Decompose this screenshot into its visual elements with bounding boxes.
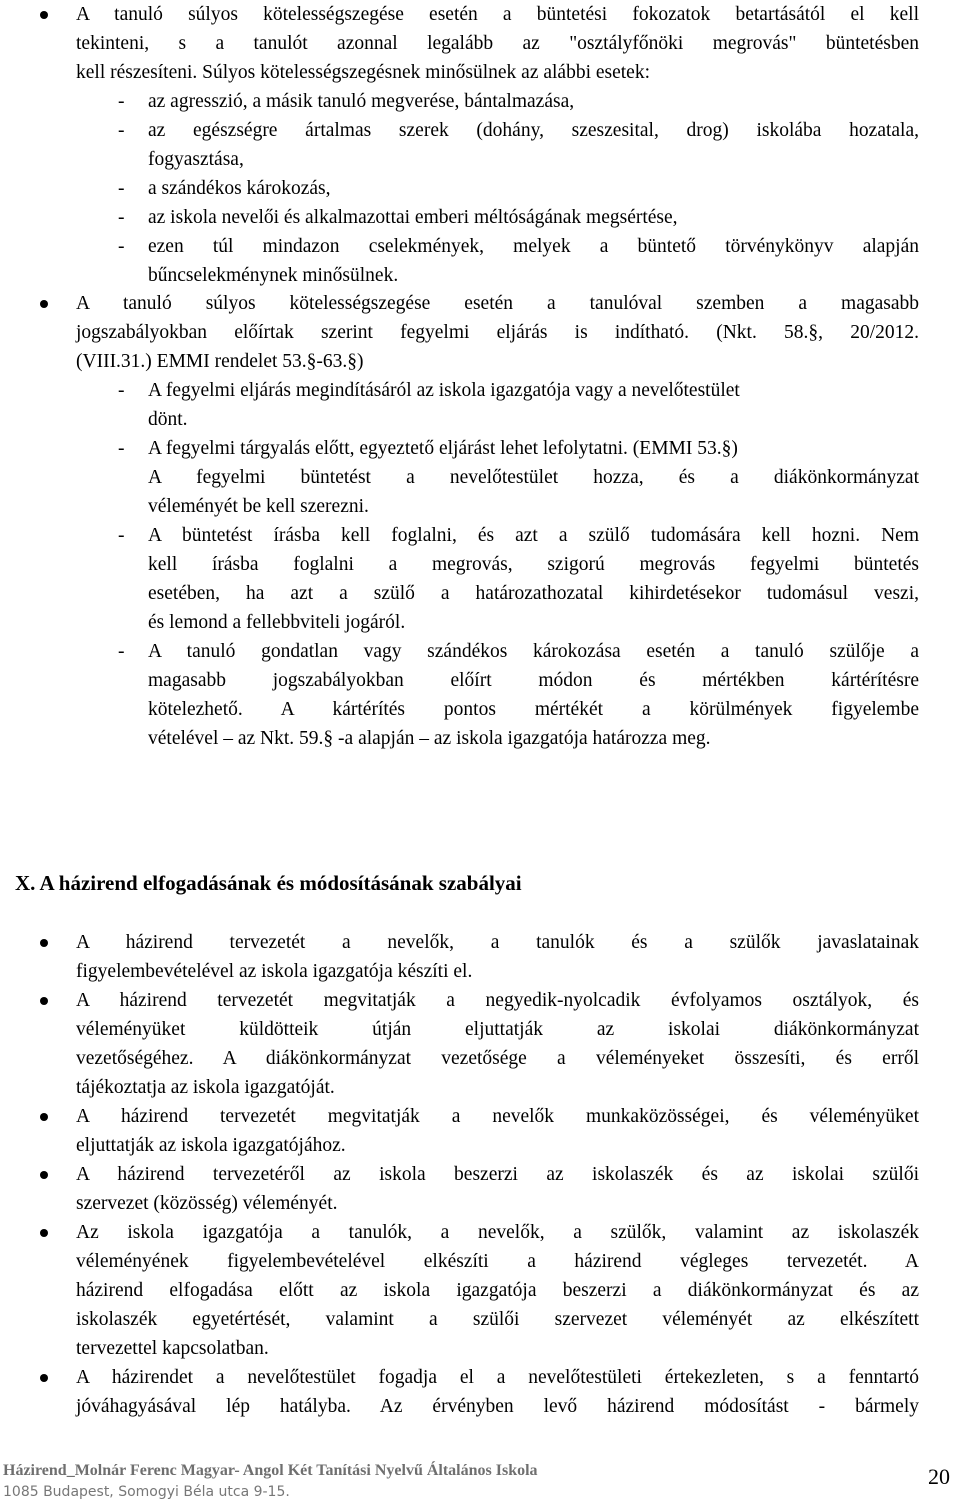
paragraph-line: A tanuló súlyos kötelességszegése esetén a tanulóval szemben a magasabb: [76, 293, 919, 314]
paragraph-line: A házirend tervezetét a nevelők, a tanulók és a szülők javaslatainak: [76, 932, 919, 953]
list-item: ezen túl mindazon cselekmények, melyek a büntető törvénykönyv alapján: [148, 236, 919, 257]
list-item: fogyasztása,: [148, 149, 244, 170]
dash-marker: -: [118, 641, 125, 662]
list-item: az agresszió, a másik tanuló megverése, bántalmazása,: [148, 91, 575, 112]
page-number: 20: [928, 1464, 950, 1489]
list-item: A fegyelmi büntetést a nevelőtestület hozza, és a diákönkormányzat: [148, 467, 919, 488]
paragraph-line: véleményének figyelembevételével elkészíti a házirend végleges tervezetét. A: [76, 1251, 919, 1272]
list-item: a szándékos károkozás,: [148, 178, 331, 199]
list-item: dönt.: [148, 409, 188, 430]
list-item: véleményét be kell szerezni.: [148, 496, 369, 517]
paragraph-line: tervezettel kapcsolatban.: [76, 1338, 269, 1359]
list-item: vételével – az Nkt. 59.§ -a alapján – az iskola igazgatója határozza meg.: [148, 728, 711, 749]
paragraph-line: tájékoztatja az iskola igazgatóját.: [76, 1077, 335, 1098]
bullet-icon: [40, 1113, 48, 1121]
bullet-icon: [40, 300, 48, 308]
paragraph-line: A házirend tervezetét megvitatják a nevelők munkaközösségei, és véleményüket: [76, 1106, 919, 1127]
bullet-icon: [40, 1171, 48, 1179]
dash-marker: -: [118, 525, 125, 546]
bullet-icon: [40, 1229, 48, 1237]
list-item: A fegyelmi tárgyalás előtt, egyeztető eljárást lehet lefolytatni. (EMMI 53.§): [148, 438, 738, 459]
paragraph-line: tekinteni, s a tanulót azonnal legalább az "osztályfőnöki megrovás" büntetésben: [76, 33, 919, 54]
list-item: magasabb jogszabályokban előírt módon és mértékben kártérítésre: [148, 670, 919, 691]
list-item: bűncselekménynek minősülnek.: [148, 265, 399, 286]
paragraph-line: A házirend tervezetéről az iskola beszerzi az iskolaszék és az iskolai szülői: [76, 1164, 919, 1185]
paragraph-line: házirend elfogadása előtt az iskola igazgatója beszerzi a diákönkormányzat és az: [76, 1280, 919, 1301]
paragraph-line: kell részesíteni. Súlyos kötelességszegésnek minősülnek az alábbi esetek:: [76, 62, 651, 83]
paragraph-line: vezetőségéhez. A diákönkormányzat vezetősége a véleményeket összesíti, és erről: [76, 1048, 919, 1069]
paragraph-line: (VIII.31.) EMMI rendelet 53.§-63.§): [76, 351, 364, 372]
paragraph-line: Az iskola igazgatója a tanulók, a nevelők, a szülők, valamint az iskolaszék: [76, 1222, 919, 1243]
list-item: A tanuló gondatlan vagy szándékos károkozása esetén a tanuló szülője a: [148, 641, 919, 662]
bullet-icon: [40, 11, 48, 19]
paragraph-line: A házirendet a nevelőtestület fogadja el a nevelőtestületi értekezleten, s a fenntartó: [76, 1367, 919, 1388]
section-heading: X. A házirend elfogadásának és módosításának szabályai: [15, 871, 522, 895]
paragraph-line: A tanuló súlyos kötelességszegése esetén a büntetési fokozatok betartásától el kell: [76, 4, 919, 25]
list-item: A fegyelmi eljárás megindításáról az iskola igazgatója vagy a nevelőtestület: [148, 380, 740, 401]
list-item: kell írásba foglalni a megrovás, szigorú megrovás fegyelmi büntetés: [148, 554, 919, 575]
bullet-icon: [40, 1374, 48, 1382]
paragraph-line: jogszabályokban előírtak szerint fegyelmi eljárás is indítható. (Nkt. 58.§, 20/2012.: [76, 322, 919, 343]
dash-marker: -: [118, 91, 125, 112]
bullet-icon: [40, 997, 48, 1005]
list-item: az iskola nevelői és alkalmazottai emberi méltóságának megsértése,: [148, 207, 678, 228]
paragraph-line: jóváhagyásával lép hatályba. Az érvényben levő házirend módosítást - bármely: [76, 1396, 919, 1417]
dash-marker: -: [118, 380, 125, 401]
list-item: kötelezhető. A kártérítés pontos mértékét a körülmények figyelembe: [148, 699, 919, 720]
list-item: A büntetést írásba kell foglalni, és azt a szülő tudomására kell hozni. Nem: [148, 525, 919, 546]
bullet-icon: [40, 939, 48, 947]
paragraph-line: iskolaszék egyetértését, valamint a szülői szervezet véleményét az elkészített: [76, 1309, 919, 1330]
footer-school-name: Házirend_Molnár Ferenc Magyar- Angol Két Tanítási Nyelvű Általános Iskola: [3, 1462, 538, 1479]
paragraph-line: szervezet (közösség) véleményét.: [76, 1193, 338, 1214]
dash-marker: -: [118, 120, 125, 141]
paragraph-line: eljuttatják az iskola igazgatójához.: [76, 1135, 346, 1156]
paragraph-line: figyelembevételével az iskola igazgatója készíti el.: [76, 961, 473, 982]
dash-marker: -: [118, 178, 125, 199]
footer-address: 1085 Budapest, Somogyi Béla utca 9-15.: [3, 1484, 290, 1500]
dash-marker: -: [118, 438, 125, 459]
list-item: és lemond a fellebbviteli jogáról.: [148, 612, 406, 633]
dash-marker: -: [118, 207, 125, 228]
dash-marker: -: [118, 236, 125, 257]
list-item: esetében, ha azt a szülő a határozathozatal kihirdetésekor tudomásul veszi,: [148, 583, 919, 604]
paragraph-line: véleményüket küldötteik útján eljuttatják az iskolai diákönkormányzat: [76, 1019, 919, 1040]
paragraph-line: A házirend tervezetét megvitatják a negyedik-nyolcadik évfolyamos osztályok, és: [76, 990, 919, 1011]
list-item: az egészségre ártalmas szerek (dohány, szeszesital, drog) iskolába hozatala,: [148, 120, 919, 141]
